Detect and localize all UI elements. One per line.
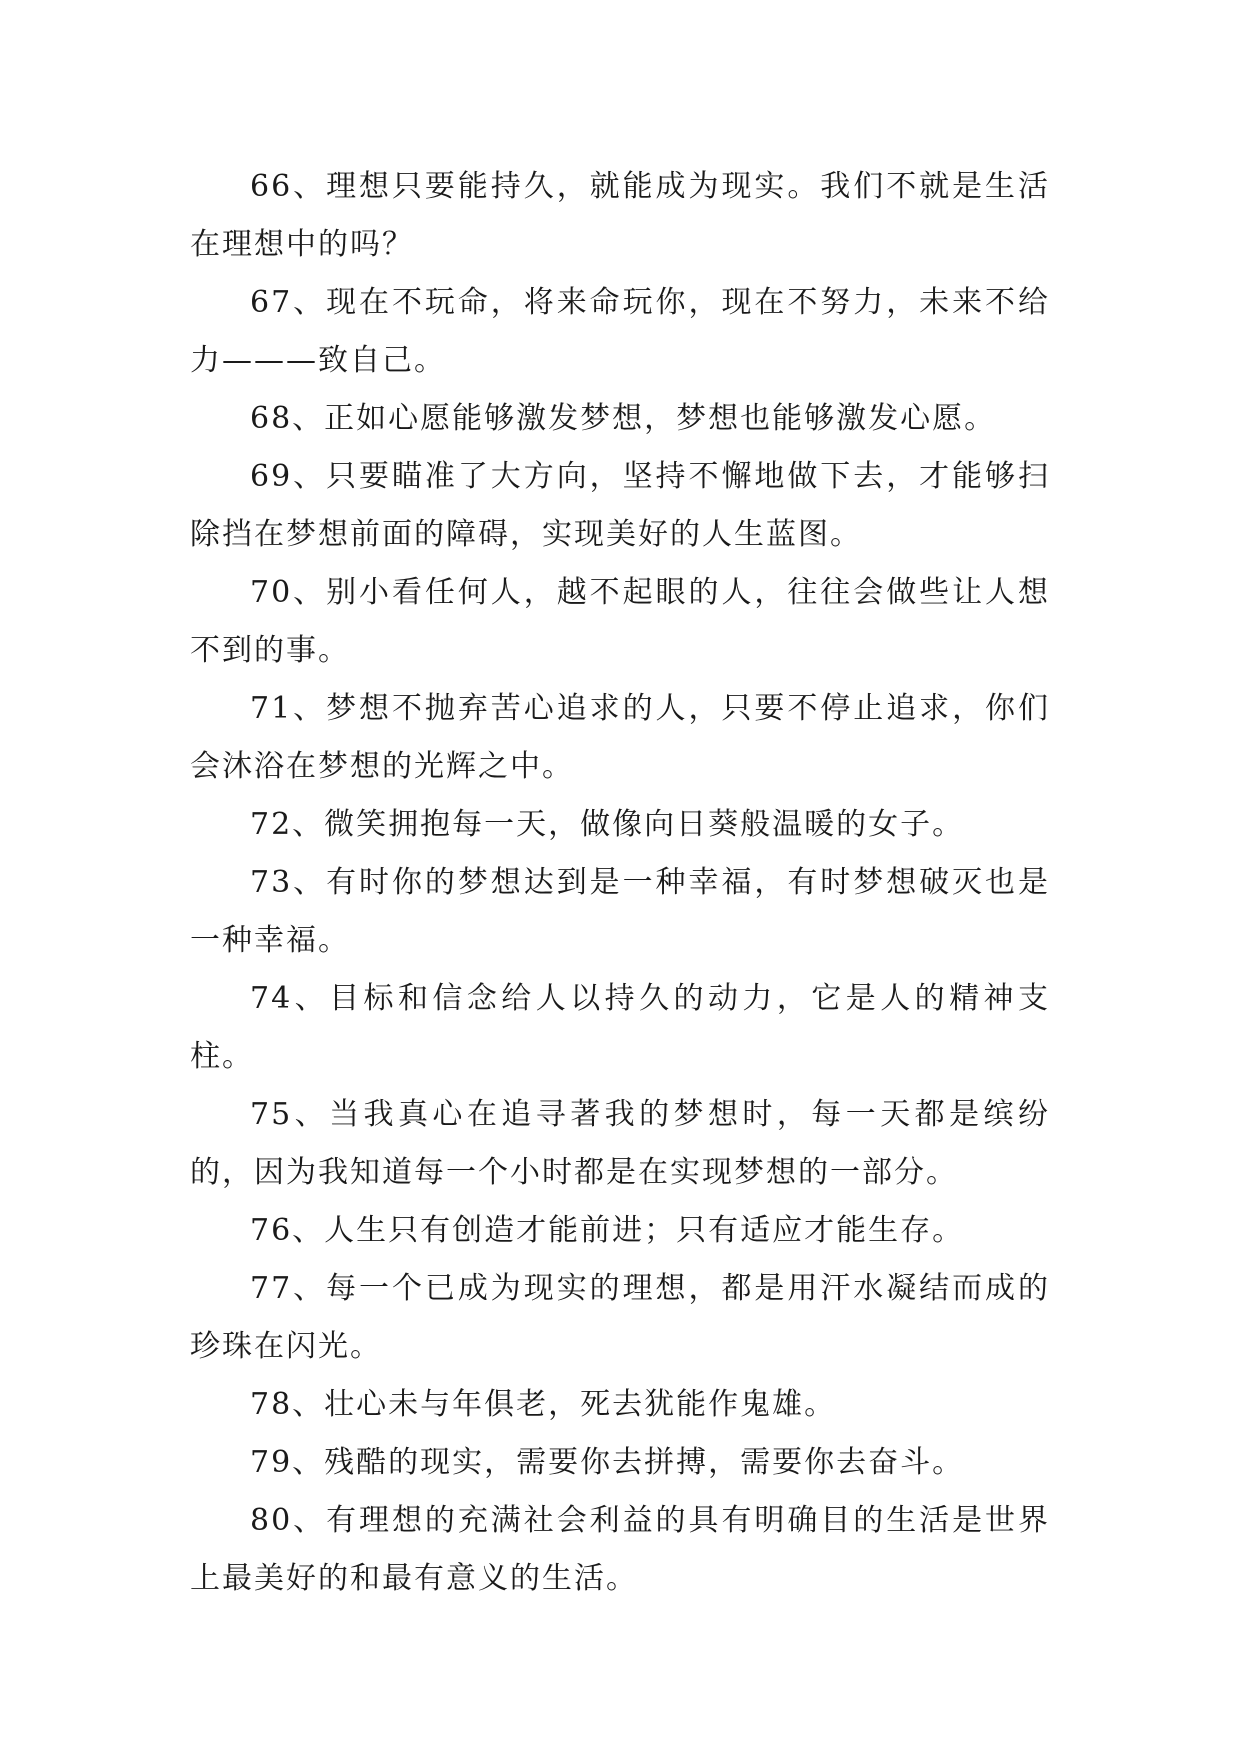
quote-paragraph-72: 72、微笑拥抱每一天，做像向日葵般温暖的女子。 [250, 807, 965, 842]
quote-paragraph-69: 69、只要瞄准了大方向，坚持不懈地做下去，才能够扫除挡在梦想前面的障碍，实现美好的人生蓝图。 [190, 459, 1050, 552]
document-body [190, 158, 1050, 1608]
quote-paragraph-79: 79、残酷的现实，需要你去拼搏，需要你去奋斗。 [250, 1445, 965, 1480]
quote-paragraph-75: 75、当我真心在追寻著我的梦想时，每一天都是缤纷的，因为我知道每一个小时都是在实现梦想的一部分。 [190, 1097, 1050, 1190]
quote-paragraph-66: 66、理想只要能持久，就能成为现实。我们不就是生活在理想中的吗？ [190, 169, 1050, 262]
quote-paragraph-68: 68、正如心愿能够激发梦想，梦想也能够激发心愿。 [250, 401, 997, 436]
quote-paragraph-74: 74、目标和信念给人以持久的动力，它是人的精神支柱。 [190, 981, 1050, 1074]
quote-paragraph-73: 73、有时你的梦想达到是一种幸福，有时梦想破灭也是一种幸福。 [190, 865, 1050, 958]
quote-paragraph-76: 76、人生只有创造才能前进；只有适应才能生存。 [250, 1213, 965, 1248]
quote-paragraph-78: 78、壮心未与年俱老，死去犹能作鬼雄。 [250, 1387, 837, 1422]
quote-paragraph-67: 67、现在不玩命，将来命玩你，现在不努力，未来不给力———致自己。 [190, 285, 1050, 378]
quote-paragraph-71: 71、梦想不抛弃苦心追求的人，只要不停止追求，你们会沐浴在梦想的光辉之中。 [190, 691, 1050, 784]
quote-paragraph-80: 80、有理想的充满社会利益的具有明确目的生活是世界上最美好的和最有意义的生活。 [190, 1503, 1050, 1596]
quote-paragraph-70: 70、别小看任何人，越不起眼的人，往往会做些让人想不到的事。 [190, 575, 1050, 668]
quote-paragraph-77: 77、每一个已成为现实的理想，都是用汗水凝结而成的珍珠在闪光。 [190, 1271, 1050, 1364]
